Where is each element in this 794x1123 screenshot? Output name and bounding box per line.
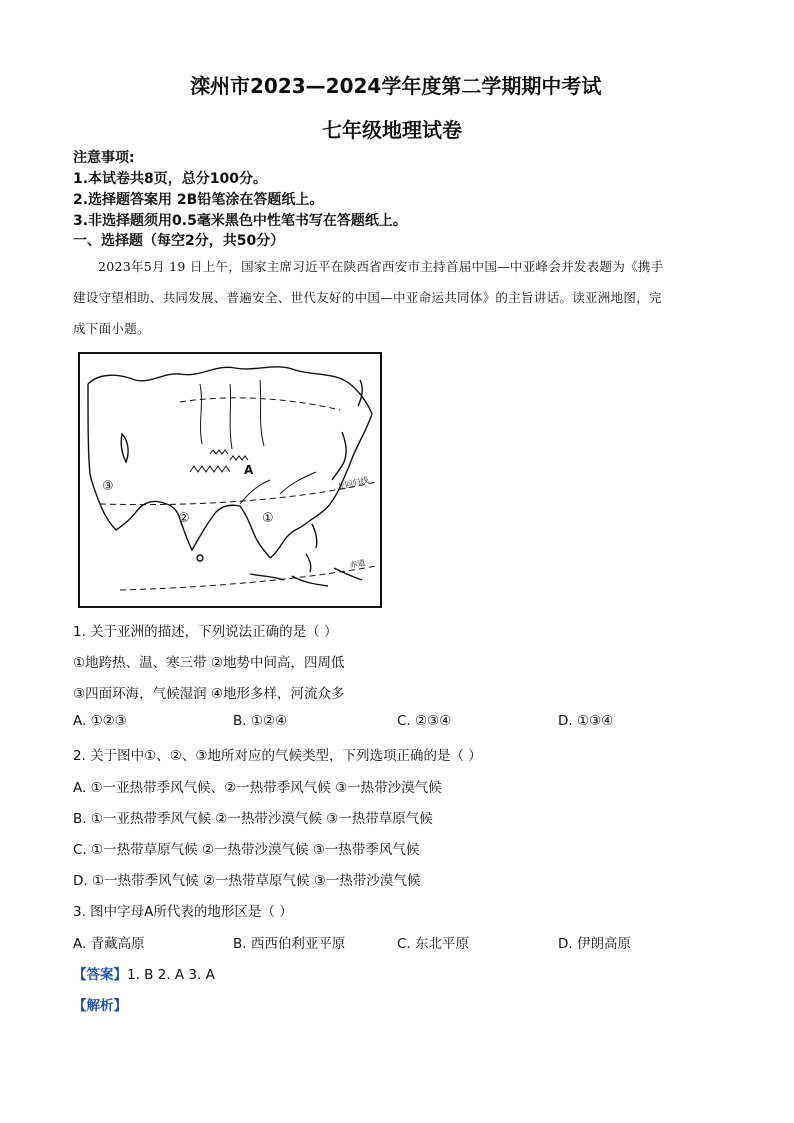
question-1-statement: ③四面环海，气候湿润 ④地形多样，河流众多 (73, 686, 345, 702)
map-label-3: ③ (102, 479, 114, 494)
question-2-option-c[interactable]: C. ①一热带草原气候 ②一热带沙漠气候 ③一热带季风气候 (73, 842, 420, 858)
asia-map-drawing (80, 354, 380, 606)
analysis-line (73, 994, 127, 1014)
question-1-statement: ①地跨热、温、寒三带 ②地势中间高，四周低 (73, 655, 345, 671)
question-3-option-c[interactable]: C. 东北平原 (397, 936, 470, 952)
note-item: 3.非选择题须用0.5毫米黑色中性笔书写在答题纸上。 (73, 213, 407, 229)
section-heading: 一、选择题（每空2分，共50分） (73, 233, 285, 249)
exam-subtitle: 七年级地理试卷 (322, 118, 462, 142)
note-item: 2.选择题答案用 2B铅笔涂在答题纸上。 (73, 192, 324, 208)
question-3-option-a[interactable]: A. 青藏高原 (73, 936, 145, 952)
question-1-option-d[interactable]: D. ①③④ (558, 713, 614, 729)
question-1-option-b[interactable]: B. ①②④ (233, 713, 288, 729)
question-1-option-c[interactable]: C. ②③④ (397, 713, 452, 729)
intro-line: 建设守望相助、共同发展、普遍安全、世代友好的中国—中亚命运共同体》的主旨讲话。读亚洲地图，完 (73, 290, 662, 305)
question-2-option-a[interactable]: A. ①一亚热带季风气候、②一热带季风气候 ③一热带沙漠气候 (73, 780, 442, 796)
map-label-tropic: 北回归线 (336, 475, 370, 492)
exam-title: 滦州市2023—2024学年度第二学期期中考试 (190, 74, 602, 98)
question-1-stem: 1. 关于亚洲的描述，下列说法正确的是（ ） (73, 624, 338, 640)
map-label-a: A (244, 463, 254, 477)
intro-line: 2023年5月 19 日上午，国家主席习近平在陕西省西安市主持首届中国—中亚峰会并发表题为《携手 (98, 259, 664, 274)
map-label-equator: 赤道 (348, 558, 367, 570)
asia-map (78, 352, 382, 608)
intro-line: 成下面小题。 (73, 321, 150, 336)
question-3-option-b[interactable]: B. 西西伯利亚平原 (233, 936, 346, 952)
question-3-stem: 3. 图中字母A所代表的地形区是（ ） (73, 904, 293, 920)
note-item: 1.本试卷共8页，总分100分。 (73, 171, 268, 187)
question-2-stem: 2. 关于图中①、②、③地所对应的气候类型，下列选项正确的是（ ） (73, 748, 482, 764)
answer-text: 1. B 2. A 3. A (127, 967, 215, 983)
answer-tag: 【答案】 (73, 967, 127, 983)
analysis-tag: 【解析】 (73, 998, 127, 1014)
question-2-option-b[interactable]: B. ①一亚热带季风气候 ②一热带沙漠气候 ③一热带草原气候 (73, 811, 433, 827)
question-3-option-d[interactable]: D. 伊朗高原 (558, 936, 631, 952)
question-1-option-a[interactable]: A. ①②③ (73, 713, 127, 729)
answer-line (73, 963, 215, 983)
notes-heading: 注意事项: (73, 150, 135, 166)
question-2-option-d[interactable]: D. ①一热带季风气候 ②一热带草原气候 ③一热带沙漠气候 (73, 873, 421, 889)
map-label-1: ① (262, 511, 274, 526)
map-label-2: ② (178, 511, 190, 526)
